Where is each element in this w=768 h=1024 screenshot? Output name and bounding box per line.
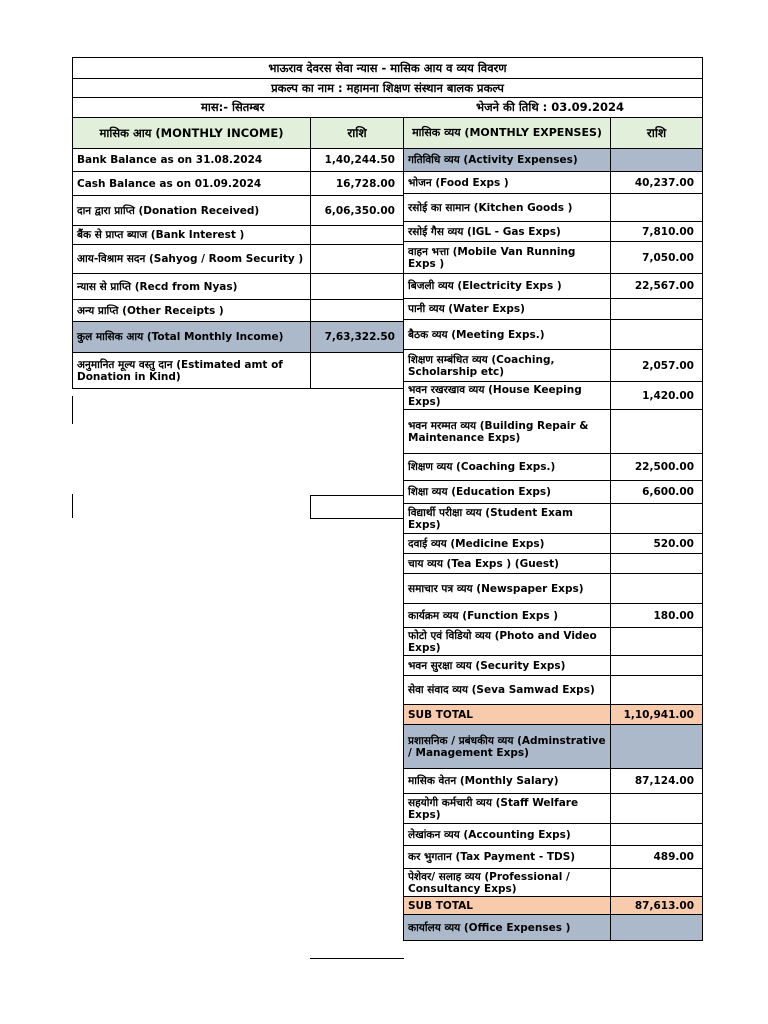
expense-row-label: भवन सुरक्षा व्यय (Security Exps) [403, 655, 611, 676]
expense-header: मासिक व्यय (MONTHLY EXPENSES) [403, 117, 611, 149]
expense-row-label: बैठक व्यय (Meeting Exps.) [403, 319, 611, 350]
income-row-amount [310, 273, 404, 300]
expense-row-amount [610, 724, 703, 769]
expense-row-amount [610, 409, 703, 454]
expense-row-amount [610, 573, 703, 604]
expense-row-label: शिक्षा व्यय (Education Exps) [403, 480, 611, 504]
expense-row-label: भवन रखरखाव व्यय (House Keeping Exps) [403, 381, 611, 410]
sheet-left-border [72, 396, 73, 424]
expense-row-label: सहयोगी कर्मचारी व्यय (Staff Welfare Exps) [403, 793, 611, 824]
income-row-amount [310, 225, 404, 245]
empty-amount-cell [310, 495, 404, 519]
expense-row-label: शिक्षण व्यय (Coaching Exps.) [403, 453, 611, 481]
income-row-amount [310, 244, 404, 274]
expense-row-label: कार्यक्रम व्यय (Function Exps ) [403, 603, 611, 628]
income-row-amount [310, 352, 404, 389]
expense-row-amount: 2,057.00 [610, 349, 703, 382]
expense-row-label: कार्यालय व्यय (Office Expenses ) [403, 914, 611, 941]
expense-row-label: दवाई व्यय (Medicine Exps) [403, 533, 611, 554]
expense-row-label: समाचार पत्र व्यय (Newspaper Exps) [403, 573, 611, 604]
income-header: मासिक आय (MONTHLY INCOME) [72, 117, 311, 149]
expense-row-amount: 520.00 [610, 533, 703, 554]
expense-row-amount [610, 793, 703, 824]
expense-row-amount: 40,237.00 [610, 171, 703, 194]
income-row-amount: 16,728.00 [310, 171, 404, 196]
expense-row-label: बिजली व्यय (Electricity Exps ) [403, 273, 611, 299]
expense-row-label: रसोई गैस व्यय (IGL - Gas Exps) [403, 221, 611, 242]
expense-row-label: भवन मरम्मत व्यय (Building Repair & Maintenance Exps) [403, 409, 611, 454]
expense-row-label: कर भुगतान (Tax Payment - TDS) [403, 845, 611, 869]
income-row-label: Cash Balance as on 01.09.2024 [72, 171, 311, 196]
expense-row-label: गतिविधि व्यय (Activity Expenses) [403, 148, 611, 172]
income-row-amount: 1,40,244.50 [310, 148, 404, 172]
expense-row-amount [610, 675, 703, 705]
expense-row-label: वाहन भत्ता (Mobile Van Running Exps ) [403, 241, 611, 274]
income-row-label: बैंक से प्राप्त ब्याज (Bank Interest ) [72, 225, 311, 245]
expense-row-amount [610, 298, 703, 320]
expense-row-label: शिक्षण सम्बंधित व्यय (Coaching, Scholarship etc) [403, 349, 611, 382]
month-label: मास:- सितम्बर [201, 100, 265, 114]
statement-title: भाऊराव देवरस सेवा न्यास - मासिक आय व व्यय विवरण [72, 57, 703, 79]
income-row-label: न्यास से प्राप्ति (Recd from Nyas) [72, 273, 311, 300]
expense-row-label: मासिक वेतन (Monthly Salary) [403, 768, 611, 794]
expense-row-amount [610, 319, 703, 350]
expense-row-amount: 489.00 [610, 845, 703, 869]
expense-row-label: विद्यार्थी परीक्षा व्यय (Student Exam Exps) [403, 503, 611, 534]
sheet-left-border-fragment [72, 494, 73, 518]
expense-row-amount [610, 655, 703, 676]
expense-row-amount: 22,500.00 [610, 453, 703, 481]
expense-row-label: पानी व्यय (Water Exps) [403, 298, 611, 320]
bottom-rule [310, 958, 404, 959]
subtotal-amount: 1,10,941.00 [610, 704, 703, 725]
expense-row-label: रसोई का सामान (Kitchen Goods ) [403, 193, 611, 222]
expense-row-label: पेशेवर/ सलाह व्यय (Professional / Consultancy Exps) [403, 868, 611, 897]
sent-date: भेजने की तिथि : 03.09.2024 [476, 100, 625, 114]
expense-row-amount [610, 148, 703, 172]
expense-row-amount: 87,124.00 [610, 768, 703, 794]
expense-row-label: फोटो एवं विडियो व्यय (Photo and Video Exps) [403, 627, 611, 656]
expense-row-amount [610, 868, 703, 897]
income-row-amount: 6,06,350.00 [310, 195, 404, 226]
expense-row-amount: 7,810.00 [610, 221, 703, 242]
income-row-label: आय-विश्राम सदन (Sahyog / Room Security ) [72, 244, 311, 274]
expense-row-label: प्रशासनिक / प्रबंधकीय व्यय (Adminstrative / Management Exps) [403, 724, 611, 769]
income-row-amount: 7,63,322.50 [310, 321, 404, 353]
month-date-row [72, 97, 703, 118]
expense-row-amount [610, 914, 703, 941]
expense-row-amount [610, 193, 703, 222]
expense-row-amount: 180.00 [610, 603, 703, 628]
subtotal-amount: 87,613.00 [610, 896, 703, 915]
income-row-amount [310, 299, 404, 322]
expense-row-amount [610, 503, 703, 534]
expense-row-label: भोजन (Food Exps ) [403, 171, 611, 194]
expense-row-amount: 22,567.00 [610, 273, 703, 299]
expense-row-amount: 1,420.00 [610, 381, 703, 410]
income-row-label: अनुमानित मूल्य वस्तु दान (Estimated amt of Donation in Kind) [72, 352, 311, 389]
expense-row-label: लेखांकन व्यय (Accounting Exps) [403, 823, 611, 846]
income-amount-header: राशि [310, 117, 404, 149]
expense-amount-header: राशि [610, 117, 703, 149]
income-row-label: Bank Balance as on 31.08.2024 [72, 148, 311, 172]
expense-row-amount [610, 627, 703, 656]
income-row-label: दान द्वारा प्राप्ति (Donation Received) [72, 195, 311, 226]
expense-row-amount: 7,050.00 [610, 241, 703, 274]
income-row-label: अन्य प्राप्ति (Other Receipts ) [72, 299, 311, 322]
expense-row-amount [610, 553, 703, 574]
subtotal-label: SUB TOTAL [403, 704, 611, 725]
income-row-label: कुल मासिक आय (Total Monthly Income) [72, 321, 311, 353]
expense-row-label: चाय व्यय (Tea Exps ) (Guest) [403, 553, 611, 574]
expense-row-label: सेवा संवाद व्यय (Seva Samwad Exps) [403, 675, 611, 705]
expense-row-amount [610, 823, 703, 846]
project-name: प्रकल्प का नाम : महामना शिक्षण संस्थान बालक प्रकल्प [72, 78, 703, 98]
subtotal-label: SUB TOTAL [403, 896, 611, 915]
expense-row-amount: 6,600.00 [610, 480, 703, 504]
